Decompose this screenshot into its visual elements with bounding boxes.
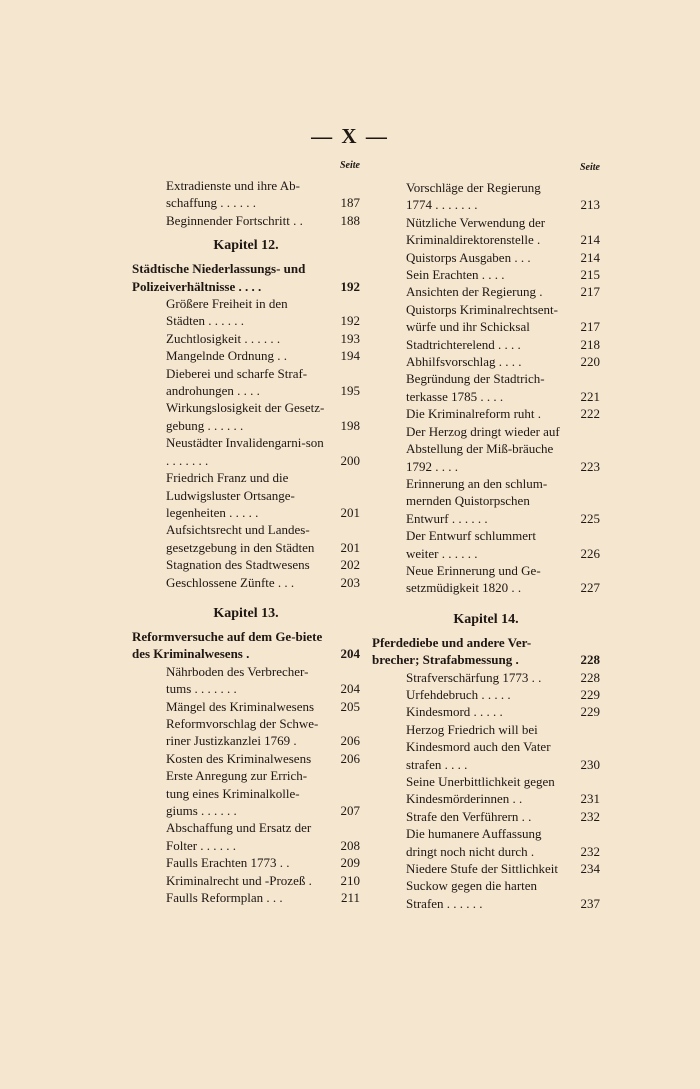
toc-entry-text: Stagnation des Stadtwesens bbox=[166, 557, 310, 573]
toc-entry-page: 222 bbox=[580, 406, 600, 422]
toc-entry-text: Vorschläge der Regierung 1774 . . . . . . . bbox=[406, 180, 541, 213]
toc-entry bbox=[372, 686, 600, 703]
toc-entry bbox=[372, 808, 600, 825]
toc-entry-text: Abschaffung und Ersatz der Folter . . . . . . bbox=[166, 820, 312, 853]
toc-entry-page: 203 bbox=[340, 574, 360, 590]
toc-entry-page: 237 bbox=[580, 895, 600, 911]
toc-entry-text: Beginnender Fortschritt . . bbox=[166, 212, 303, 228]
toc-entry-page: 223 bbox=[580, 458, 600, 474]
toc-entry-page: 218 bbox=[580, 336, 600, 352]
toc-entry-text: Reformversuche auf dem Ge-biete des Kriminalwesens . bbox=[132, 628, 323, 662]
seite-label: Seite bbox=[340, 160, 360, 171]
toc-entry bbox=[372, 527, 600, 562]
toc-entry bbox=[132, 574, 360, 591]
toc-entry-text: Faulls Reformplan . . . bbox=[166, 890, 283, 906]
toc-entry-page: 193 bbox=[340, 330, 360, 346]
toc-entry-page: 204 bbox=[340, 681, 360, 697]
toc-entry bbox=[132, 347, 360, 364]
toc-entry-page: 228 bbox=[580, 669, 600, 685]
toc-entry-page: 230 bbox=[580, 756, 600, 772]
toc-entry bbox=[372, 562, 600, 597]
toc-entry-text: Quistorps Kriminalrechtsent-würfe und ihr Schicksal bbox=[406, 301, 558, 335]
toc-entry bbox=[372, 669, 600, 686]
toc-entry bbox=[132, 212, 360, 229]
toc-entry bbox=[132, 715, 360, 750]
toc-entry-page: 234 bbox=[580, 861, 600, 877]
toc-entry-page: 188 bbox=[340, 212, 360, 228]
toc-entry bbox=[372, 825, 600, 860]
toc-entry-text: Abhilfsvorschlag . . . . bbox=[406, 354, 522, 370]
toc-entry bbox=[132, 330, 360, 347]
toc-entry-page: 195 bbox=[340, 383, 360, 399]
toc-entry-text: Erste Anregung zur Errich-tung eines Kriminalkolle-giums . . . . . . bbox=[166, 768, 308, 818]
right-top-entries bbox=[372, 179, 600, 597]
toc-entry-page: 207 bbox=[340, 803, 360, 818]
toc-entry bbox=[372, 336, 600, 353]
chapter-13-entries bbox=[132, 628, 360, 907]
toc-entry bbox=[132, 698, 360, 715]
toc-entry-text: Mängel des Kriminalwesens bbox=[166, 698, 315, 714]
toc-entry-text: Sein Erachten . . . . bbox=[406, 267, 505, 283]
toc-entry-text: Wirkungslosigkeit der Gesetz-gebung . . . . . . bbox=[166, 400, 325, 433]
toc-entry-text: Mangelnde Ordnung . . bbox=[166, 348, 287, 364]
toc-entry-page: 214 bbox=[580, 232, 600, 248]
toc-entry bbox=[132, 628, 360, 663]
toc-entry-page: 202 bbox=[340, 557, 360, 573]
toc-entry-text: Herzog Friedrich will bei Kindesmord auch den Vater strafen . . . . bbox=[406, 721, 551, 772]
toc-entry-page: 205 bbox=[340, 698, 360, 714]
toc-entry-text: Quistorps Ausgaben . . . bbox=[406, 249, 531, 265]
toc-entry-text: Friedrich Franz und die Ludwigsluster Ortsange-legenheiten . . . . . bbox=[166, 470, 295, 520]
toc-entry bbox=[132, 663, 360, 698]
chapter-14-entries bbox=[372, 634, 600, 913]
toc-entry-text: Suckow gegen die harten Strafen . . . . . . bbox=[406, 878, 538, 911]
toc-entry-text: Städtische Niederlassungs- und Polizeiverhältnisse . . . . bbox=[132, 261, 306, 294]
toc-entry-page: 214 bbox=[580, 249, 600, 265]
toc-entry-text: Seine Unerbittlichkeit gegen Kindesmörderinnen . . bbox=[406, 774, 555, 807]
toc-entry bbox=[372, 370, 600, 405]
toc-entry-text: Die Kriminalreform ruht . bbox=[406, 406, 542, 422]
toc-entry-text: Kriminalrecht und -Prozeß . bbox=[166, 872, 312, 888]
toc-entry-page: 228 bbox=[580, 652, 600, 668]
toc-entry bbox=[132, 889, 360, 906]
toc-entry-text: Strafverschärfung 1773 . . bbox=[406, 669, 542, 685]
toc-entry-page: 210 bbox=[340, 872, 360, 888]
toc-entry-text: Der Herzog dringt wieder auf Abstellung der Miß-bräuche 1792 . . . . bbox=[406, 423, 560, 474]
toc-entry-page: 213 bbox=[580, 197, 600, 213]
toc-entry bbox=[132, 260, 360, 295]
toc-entry-page: 192 bbox=[340, 313, 360, 329]
toc-entry bbox=[132, 434, 360, 469]
toc-left-column bbox=[132, 160, 360, 906]
toc-entry bbox=[372, 703, 600, 720]
chapter-heading-13: Kapitel 13. bbox=[213, 605, 279, 621]
toc-entry bbox=[372, 353, 600, 370]
page-header-roman-numeral: — X — bbox=[311, 124, 389, 148]
toc-entry bbox=[132, 521, 360, 556]
toc-entry-page: 206 bbox=[340, 750, 360, 766]
toc-entry bbox=[132, 854, 360, 871]
toc-entry bbox=[132, 399, 360, 434]
toc-entry bbox=[372, 860, 600, 877]
toc-entry bbox=[132, 750, 360, 767]
toc-entry-page: 208 bbox=[340, 837, 360, 853]
toc-entry bbox=[132, 819, 360, 854]
toc-entry-page: 206 bbox=[340, 733, 360, 749]
chapter-12-entries bbox=[132, 260, 360, 591]
toc-entry-text: Zuchtlosigkeit . . . . . . bbox=[166, 330, 281, 346]
toc-entry-page: 221 bbox=[580, 388, 600, 404]
toc-entry-page: 200 bbox=[340, 452, 360, 468]
toc-entry-page: 192 bbox=[340, 278, 360, 294]
toc-entry bbox=[372, 214, 600, 249]
toc-entry-page: 217 bbox=[580, 284, 600, 300]
toc-entry-text: Nützliche Verwendung der Kriminaldirektorenstelle . bbox=[406, 214, 546, 248]
toc-entry-text: Der Entwurf schlummert weiter . . . . . . bbox=[406, 528, 536, 561]
toc-entry-page: 227 bbox=[580, 580, 600, 596]
chapter-heading-12: Kapitel 12. bbox=[213, 238, 279, 254]
toc-entry-text: Reformvorschlag der Schwe-riner Justizkanzlei 1769 . bbox=[166, 715, 319, 749]
toc-entry-text: Die humanere Auffassung dringt noch nicht durch . bbox=[406, 826, 542, 859]
toc-entry bbox=[372, 249, 600, 266]
toc-entry-page: 201 bbox=[340, 504, 360, 520]
toc-entry-page: 232 bbox=[580, 843, 600, 859]
seite-label: Seite bbox=[580, 162, 600, 173]
toc-entry-text: Begründung der Stadtrich-terkasse 1785 . . . . bbox=[406, 371, 545, 404]
toc-entry bbox=[372, 634, 600, 669]
toc-entry-text: Aufsichtsrecht und Landes-gesetzgebung in den Städten bbox=[166, 522, 315, 555]
toc-entry-page: 220 bbox=[580, 354, 600, 370]
toc-entry bbox=[372, 773, 600, 808]
toc-entry-page: 204 bbox=[340, 646, 360, 662]
toc-entry-page: 187 bbox=[340, 195, 360, 211]
toc-entry-page: 194 bbox=[340, 348, 360, 364]
toc-entry-page: 211 bbox=[340, 890, 360, 906]
toc-entry-text: Erinnerung an den schlum-mernden Quistorpschen Entwurf . . . . . . bbox=[406, 475, 548, 526]
toc-entry-page: 226 bbox=[580, 545, 600, 561]
toc-entry bbox=[372, 283, 600, 300]
toc-entry bbox=[372, 405, 600, 422]
toc-entry-page: 231 bbox=[580, 791, 600, 807]
toc-entry bbox=[372, 475, 600, 527]
toc-entry bbox=[372, 266, 600, 283]
chapter-heading-14: Kapitel 14. bbox=[453, 611, 519, 627]
toc-entry-text: Geschlossene Zünfte . . . bbox=[166, 574, 295, 590]
toc-entry-text: Urfehdebruch . . . . . bbox=[406, 686, 511, 702]
left-top-entries bbox=[132, 177, 360, 229]
toc-entry-page: 215 bbox=[580, 267, 600, 283]
toc-entry bbox=[132, 767, 360, 819]
toc-entry-text: Niedere Stufe der Sittlichkeit bbox=[406, 861, 558, 877]
toc-entry bbox=[372, 423, 600, 475]
toc-entry bbox=[372, 877, 600, 912]
toc-entry-text: Neue Erinnerung und Ge-setzmüdigkeit 1820 . . bbox=[406, 562, 541, 596]
toc-entry-text: Nährboden des Verbrecher-tums . . . . . . . bbox=[166, 663, 309, 697]
toc-entry-page: 229 bbox=[580, 704, 600, 720]
toc-entry bbox=[372, 179, 600, 214]
toc-entry-page: 229 bbox=[580, 686, 600, 702]
toc-entry-page: 232 bbox=[580, 808, 600, 824]
toc-entry-page: 209 bbox=[340, 855, 360, 871]
toc-entry-text: Kindesmord . . . . . bbox=[406, 704, 503, 720]
toc-entry bbox=[372, 301, 600, 336]
toc-entry bbox=[132, 365, 360, 400]
toc-entry-page: 225 bbox=[580, 510, 600, 526]
toc-entry-text: Kosten des Kriminalwesens bbox=[166, 750, 312, 766]
toc-entry bbox=[132, 177, 360, 212]
toc-entry-text: Stadtrichterelend . . . . bbox=[406, 336, 521, 352]
toc-entry-text: Neustädter Invalidengarni-son . . . . . . . bbox=[166, 435, 324, 468]
toc-right-column bbox=[372, 162, 600, 912]
toc-entry bbox=[132, 295, 360, 330]
toc-entry-page: 198 bbox=[340, 417, 360, 433]
toc-entry-text: Strafe den Verführern . . bbox=[406, 808, 532, 824]
toc-entry-page: 217 bbox=[580, 319, 600, 335]
toc-entry bbox=[132, 469, 360, 521]
toc-entry-text: Ansichten der Regierung . bbox=[406, 284, 543, 300]
toc-entry-text: Dieberei und scharfe Straf-androhungen . . . . bbox=[166, 365, 308, 399]
toc-entry-text: Faulls Erachten 1773 . . bbox=[166, 855, 290, 871]
toc-entry-page: 201 bbox=[340, 539, 360, 555]
toc-entry-text: Extradienste und ihre Ab-schaffung . . . . . . bbox=[166, 178, 300, 211]
toc-entry bbox=[372, 721, 600, 773]
toc-entry bbox=[132, 872, 360, 889]
toc-entry bbox=[132, 556, 360, 573]
toc-entry-text: Größere Freiheit in den Städten . . . . . . bbox=[166, 296, 288, 329]
toc-entry-text: Pferdediebe und andere Ver-brecher; Strafabmessung . bbox=[372, 634, 532, 668]
